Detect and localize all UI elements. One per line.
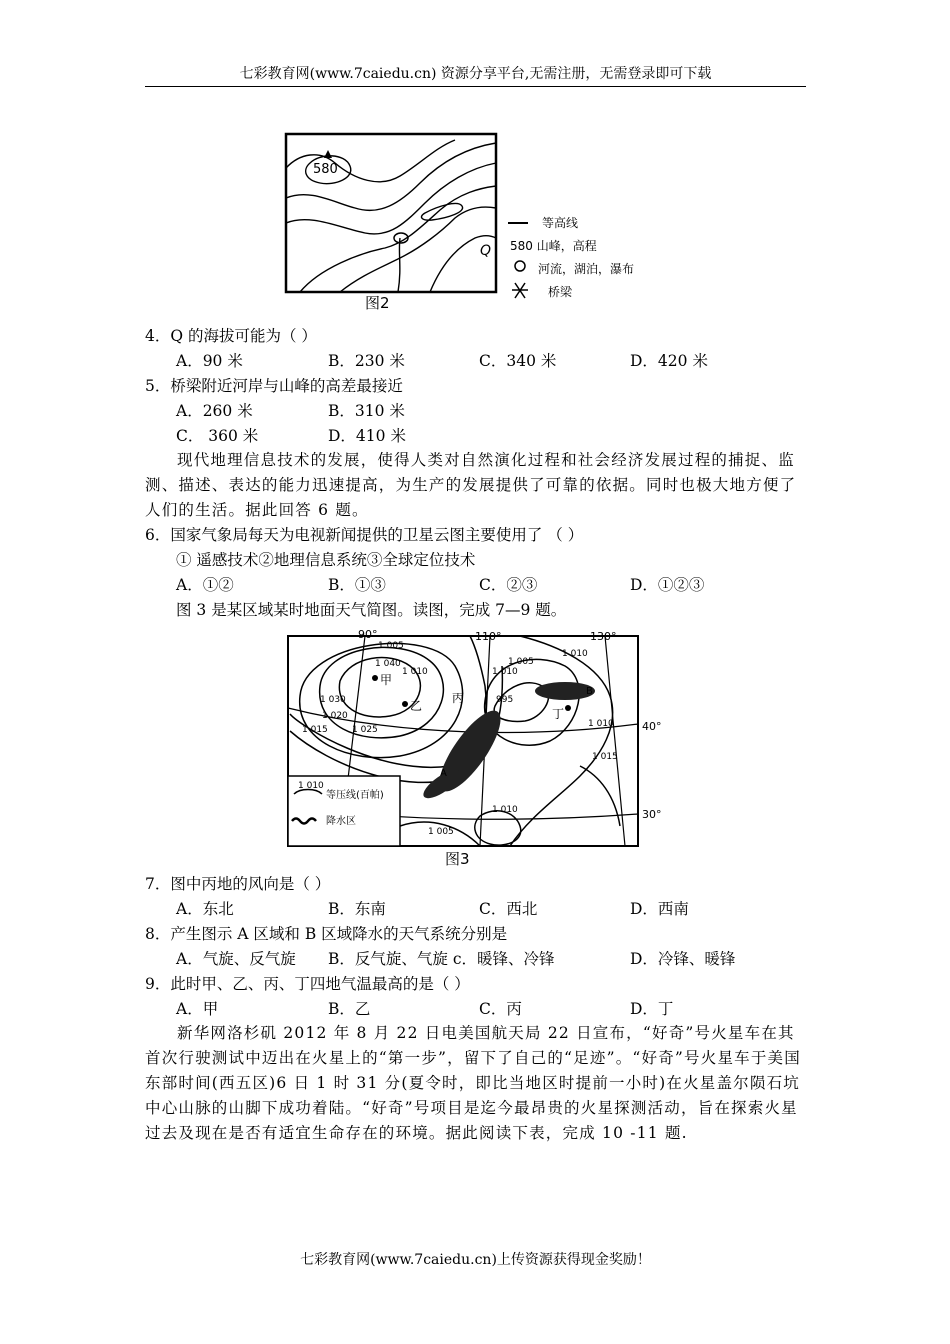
q6-stem: 6．国家气象局每天为电视新闻提供的卫星云图主要使用了 （ ） bbox=[145, 526, 584, 544]
lon-label-130: 130° bbox=[590, 630, 617, 643]
q6-sub: ① 遥感技术②地理信息系统③全球定位技术 bbox=[176, 551, 476, 569]
q9-option-c: C．丙 bbox=[479, 1000, 522, 1018]
legend-isobar-value: 1 010 bbox=[298, 781, 324, 791]
isobar-label: 1 005 bbox=[428, 827, 454, 837]
q6-option-c: C．②③ bbox=[479, 576, 538, 594]
legend-river: 河流，湖泊，瀑布 bbox=[538, 262, 635, 276]
figure-2-caption: 图2 bbox=[365, 294, 390, 312]
q4-stem: 4．Q 的海拔可能为（ ） bbox=[145, 327, 317, 345]
q4-option-a: A．90 米 bbox=[176, 352, 243, 370]
isobar-label: 1 030 bbox=[320, 695, 346, 705]
q8-stem: 8．产生图示 A 区域和 B 区域降水的天气系统分别是 bbox=[145, 925, 508, 943]
legend-bridge-icon bbox=[512, 283, 528, 298]
lon-label-110: 110° bbox=[475, 630, 502, 643]
place-jia: 甲 bbox=[380, 673, 393, 687]
q9-option-d: D．丁 bbox=[630, 1000, 674, 1018]
q7-option-c: C．西北 bbox=[479, 900, 538, 918]
lon-label-90: 90° bbox=[358, 628, 378, 641]
paragraph-fig3-intro: 图 3 是某区域某时地面天气简图。读图，完成 7—9 题。 bbox=[176, 601, 567, 619]
place-yi-dot bbox=[402, 701, 408, 707]
isobar-label: 1 025 bbox=[352, 725, 378, 735]
place-yi: 乙 bbox=[410, 699, 423, 713]
lat-label-40: 40° bbox=[642, 720, 662, 733]
page-header: 七彩教育网(www.7caiedu.cn) 资源分享平台,无需注册，无需登录即可下载 bbox=[145, 64, 806, 87]
isobar-label: 1 015 bbox=[592, 752, 618, 762]
place-ding: 丁 bbox=[552, 707, 565, 721]
legend-lake-icon bbox=[515, 261, 525, 271]
q4-option-c: C．340 米 bbox=[479, 352, 557, 370]
legend-bridge: 桥梁 bbox=[548, 285, 573, 299]
river bbox=[398, 238, 400, 292]
isobar-label: 1 010 bbox=[492, 805, 518, 815]
q7-stem: 7．图中丙地的风向是（ ） bbox=[145, 875, 331, 893]
q8-option-a: A．气旋、反气旋 bbox=[176, 950, 296, 968]
lat-label-30: 30° bbox=[642, 808, 662, 821]
q5-stem: 5．桥梁附近河岸与山峰的高差最接近 bbox=[145, 377, 403, 395]
isobar-label: 1 015 bbox=[302, 725, 328, 735]
q5-option-b: B．310 米 bbox=[328, 402, 405, 420]
isobar bbox=[510, 636, 613, 846]
isobar-label: 995 bbox=[496, 695, 514, 705]
longitude-line bbox=[605, 636, 625, 846]
isobar-label: 1 020 bbox=[322, 711, 348, 721]
q9-option-a: A．甲 bbox=[176, 1000, 219, 1018]
legend-rain: 降水区 bbox=[326, 816, 356, 827]
isobar-label: 1 010 bbox=[402, 667, 428, 677]
place-bing: 丙 bbox=[452, 691, 465, 705]
contour-line bbox=[340, 207, 496, 292]
legend-contour: 等高线 bbox=[542, 216, 579, 230]
peak-elevation-label: 580 bbox=[313, 162, 338, 177]
q5-option-c: C． 360 米 bbox=[176, 427, 259, 445]
legend-peak: 580 山峰，高程 bbox=[510, 239, 597, 253]
q9-stem: 9．此时甲、乙、丙、丁四地气温最高的是（ ） bbox=[145, 975, 470, 993]
isobar-label: 1 010 bbox=[562, 649, 588, 659]
place-jia-dot bbox=[372, 675, 378, 681]
peak-triangle bbox=[324, 150, 332, 158]
q6-option-b: B．①③ bbox=[328, 576, 386, 594]
place-ding-dot bbox=[565, 705, 571, 711]
figure-3-weather-map bbox=[280, 626, 670, 868]
q9-option-b: B．乙 bbox=[328, 1000, 371, 1018]
q5-option-a: A．260 米 bbox=[176, 402, 253, 420]
isobar-label: 1 005 bbox=[378, 641, 404, 651]
point-q-label: Q bbox=[480, 243, 492, 259]
paragraph-gis: 现代地理信息技术的发展，使得人类对自然演化过程和社会经济发展过程的捕捉、监测、描述、表达的能力迅速提高，为生产的发展提供了可靠的依据。同时也极大地方便了人们的生活。据此回答 6 题。 bbox=[145, 451, 797, 519]
legend-isobar: 等压线(百帕) bbox=[326, 790, 384, 801]
q7-option-b: B．东南 bbox=[328, 900, 386, 918]
q7-option-d: D．西南 bbox=[630, 900, 689, 918]
paragraph-curiosity: 新华网洛杉矶 2012 年 8 月 22 日电美国航天局 22 日宣布，“好奇”号火星车在其首次行驶测试中迈出在火星上的“第一步”，留下了自己的“足迹”。“好奇”号火星车于美国东部时间(西五区)6 日 1 时 31 分(夏令时，即比当地区时提前一小时)在火星盖尔陨石坑中心山脉的山脚下成功着陆。“好奇”号项目是迄今最昂贵的火星探测活动，旨在探索火星过去及现在是否有适宜生命存在的环境。据此阅读下表，完成 10 -11 题. bbox=[145, 1024, 801, 1142]
figure-3-caption: 图3 bbox=[445, 850, 470, 868]
place-a: A bbox=[440, 768, 447, 779]
q6-option-d: D．①②③ bbox=[630, 576, 705, 594]
q4-option-d: D．420 米 bbox=[630, 352, 708, 370]
q6-option-a: A．①② bbox=[176, 576, 234, 594]
q5-option-d: D．410 米 bbox=[328, 427, 406, 445]
isobar-label: 1 005 bbox=[508, 657, 534, 667]
figure-2-contour-map bbox=[280, 128, 660, 318]
isobar-label: 1 010 bbox=[588, 719, 614, 729]
q8-option-b-c: B．反气旋、气旋 c．暖锋、冷锋 bbox=[328, 950, 555, 968]
q8-option-d: D．冷锋、暖锋 bbox=[630, 950, 736, 968]
q4-option-b: B．230 米 bbox=[328, 352, 405, 370]
place-b: B bbox=[586, 686, 593, 697]
q7-option-a: A．东北 bbox=[176, 900, 234, 918]
isobar-label: 1 040 bbox=[375, 659, 401, 669]
page-footer: 七彩教育网(www.7caiedu.cn)上传资源获得现金奖励！ bbox=[300, 1252, 651, 1268]
isobar-label: 1 010 bbox=[492, 667, 518, 677]
